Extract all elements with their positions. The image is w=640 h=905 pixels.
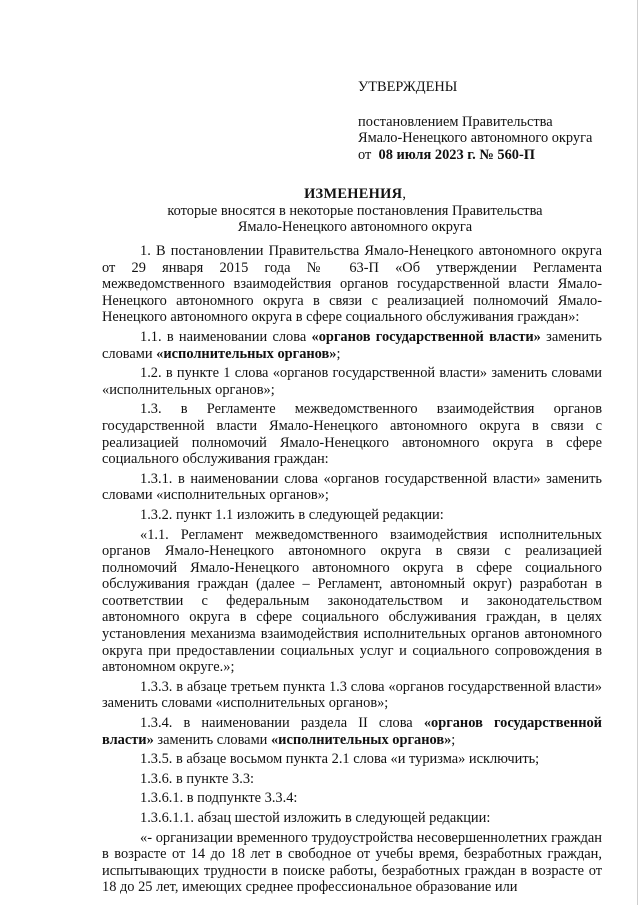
paragraph-1-3-1: 1.3.1. в наименовании слова «органов государственной власти» заменить словами «исполнительных органов»; xyxy=(102,470,602,504)
paragraph-1-3-6-1-1: 1.3.6.1.1. абзац шестой изложить в следующей редакции: xyxy=(140,810,491,826)
paragraph-1-1-end: ; xyxy=(336,345,341,362)
paragraph-1-3-4-bold-old: «органов государственной власти» xyxy=(102,715,602,748)
paragraph-last-partial: «- организации временного трудоустройства несовершеннолетних граждан в возрасте от 14 до 18 лет в свободное от учебы время, безработных граждан, испытывающих трудности в поиске работы, безработных граждан в возрасте от 18 до 25 лет, имеющих среднее профессиональное образование или xyxy=(102,829,602,896)
paragraph-1-3-6: 1.3.6. в пункте 3.3: xyxy=(140,770,255,787)
document-subtitle-2: Ямало-Ненецкого автономного округа xyxy=(237,219,473,236)
approval-line-1: постановлением Правительства xyxy=(358,114,553,130)
paragraph-1-3-4-text-mid: заменить словами xyxy=(153,731,271,748)
paragraph-1-1-bold-old: «органов государственной власти» xyxy=(311,328,541,345)
paragraph-1-3-4-end: ; xyxy=(451,731,456,748)
document-subtitle-1: которые вносятся в некоторые постановления Правительства xyxy=(167,202,543,219)
paragraph-1-3-3: 1.3.3. в абзаце третьем пункта 1.3 слова «органов государственной власти» заменить словами «исполнительных органов»; xyxy=(102,678,602,712)
paragraph-1-1-text-mid: заменить словами xyxy=(102,328,602,362)
document-title xyxy=(100,186,610,203)
document-title-punct: , xyxy=(402,186,406,202)
paragraph-1-3-4-text: 1.3.4. в наименовании раздела II слова xyxy=(140,715,424,732)
paragraph-1-1 xyxy=(102,329,602,362)
paragraph-1-3-5: 1.3.5. в абзаце восьмом пункта 2.1 слова «и туризма» исключить; xyxy=(140,751,540,768)
approval-date-prefix: от xyxy=(358,146,372,163)
document-body xyxy=(102,243,602,896)
paragraph-1-3-6-1: 1.3.6.1. в подпункте 3.3.4: xyxy=(140,790,298,807)
paragraph-1-3-2: 1.3.2. пункт 1.1 изложить в следующей редакции: xyxy=(140,506,444,523)
paragraph-1-1-bold-new: «исполнительных органов» xyxy=(156,345,337,362)
paragraph-1-1-text: 1.1. в наименовании слова xyxy=(140,328,312,345)
paragraph-1-3-4 xyxy=(102,715,602,748)
document-title-main: ИЗМЕНЕНИЯ xyxy=(304,186,403,202)
approval-block xyxy=(358,79,618,163)
approval-heading: УТВЕРЖДЕНЫ xyxy=(358,79,458,95)
paragraph-1-3: 1.3. в Регламенте межведомственного взаимодействия органов государственной власти Ямало-Ненецкого автономного округа в связи с реализацией полномочий Ямало-Ненецкого автономного округа в сфере социального обслуживания граждан: xyxy=(102,401,602,468)
paragraph-1-3-2-quote: «1.1. Регламент межведомственного взаимодействия исполнительных органов Ямало-Ненецкого автономного округа в связи с реализацией полномочий Ямало-Ненецкого автономного округа в сфере социального обслуживания граждан (далее – Регламент, автономный округ) разработан в соответствии с федеральным законодательством и законодательством автономного округа в сфере социального обслуживания граждан, в целях установления механизма взаимодействия исполнительных органов автономного округа при предоставлении социальных услуг и социального сопровождения в автономном округе.»; xyxy=(102,526,602,676)
paragraph-1: 1. В постановлении Правительства Ямало-Ненецкого автономного округа от 29 января 2015 года № 63-П «Об утверждении Регламента межведомственного взаимодействия органов государственной власти Ямало-Ненецкого автономного округа в связи с реализацией полномочий Ямало-Ненецкого автономного округа в сфере социального обслуживания граждан»: xyxy=(102,243,602,326)
page-edge xyxy=(637,0,638,905)
approval-number: 08 июля 2023 г. № 560-П xyxy=(378,146,535,163)
paragraph-1-2: 1.2. в пункте 1 слова «органов государственной власти» заменить словами «исполнительных органов»; xyxy=(102,365,602,398)
paragraph-1-3-4-bold-new: «исполнительных органов» xyxy=(270,731,452,748)
document-title-block xyxy=(100,186,610,236)
approval-date-line xyxy=(358,147,618,163)
approval-line-2: Ямало-Ненецкого автономного округа xyxy=(358,130,593,147)
